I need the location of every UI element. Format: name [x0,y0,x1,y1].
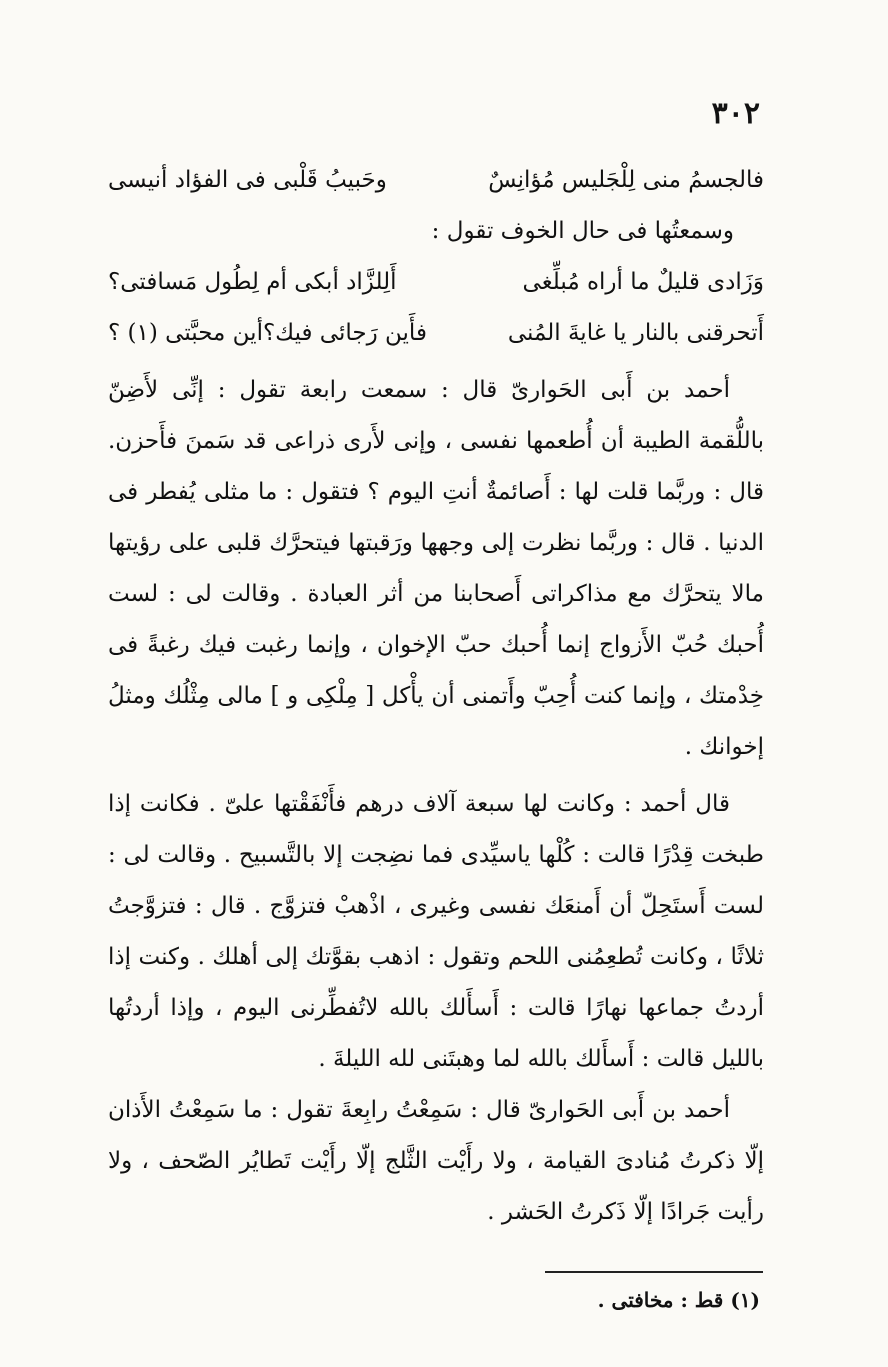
paragraph: قال أحمد : وكانت لها سبعة آلاف درهم فأَنْفَقْتها علىّ . فكانت إذا طبخت قِدْرًا قالت : كُلْها ياسيِّدى فما نضِجت إلا بالتَّسبيح . وقالت لى : لست أَستَحِلّ أن أَمنعَك نفسى وغيرى ، اذْهبْ فتزوَّج . قال : فتزوَّجتُ ثلاثًا ، وكانت تُطعِمُنى اللحم وتقول : اذهب بقوَّتك إلى أهلك . وكنت إذا أردتُ جماعها نهارًا قالت : أَسأَلك بالله لاتُفطِّرنى اليوم ، وإذا أردتُها بالليل قالت : أَسأَلك بالله لما وهبتَنى لله الليلةَ . [108,791,764,1072]
verse-left-hemistich: وحَبيبُ قَلْبى فى الفؤاد أنيسى [108,167,387,193]
verse-left-hemistich: أَلِلزَّاد أبكى أم لِطُول مَسافتى؟ [108,269,397,295]
verse-right-hemistich: أَتحرقنى بالنار يا غايةَ المُنى [507,320,764,346]
poem-verse [108,155,764,206]
verse-right-hemistich: فالجسمُ منى لِلْجَليس مُؤانِسٌ [488,167,764,193]
page-number: ٣٠٢ [711,96,760,131]
verse-right-hemistich: وَزَادى قليلٌ ما أراه مُبلِّغى [522,269,764,295]
verse-left-hemistich: فأَين رَجائى فيك؟أين محبَّتى (١) ؟ [108,320,427,346]
footnote: (١) قط : مخافتى . [597,1288,760,1312]
poem-verse [108,308,764,359]
intro-line: وسمعتُها فى حال الخوف تقول : [431,218,734,244]
poem-verse [108,257,764,308]
page-body [108,155,764,1238]
footnote-separator [545,1271,763,1273]
paragraph: أحمد بن أَبى الحَوارىّ قال : سَمِعْتُ رابِعةَ تقول : ما سَمِعْتُ الأَذان إلّا ذكرتُ مُنادىَ القيامة ، ولا رأَيْت الثَّلج إلّا رأَيْت تَطايُر الصّحف ، ولا رأيت جَرادًا إلّا ذَكرتُ الحَشر . [108,1097,764,1225]
paragraph: أحمد بن أَبى الحَوارىّ قال : سمعت رابعة تقول : إنِّى لأَضِنّ باللُّقمة الطيبة أن أُطعمها نفسى ، وإنى لأَرى ذراعى قد سَمنَ فأَحزن. قال : وربَّما قلت لها : أَصائمةٌ أنتِ اليوم ؟ فتقول : ما مثلى يُفطر فى الدنيا . قال : وربَّما نظرت إلى وجهها ورَقبتها فيتحرَّك قلبى على رؤيتها مالا يتحرَّك مع مذاكراتى أَصحابنا من أثر العبادة . وقالت لى : لست أُحبك حُبّ الأَزواج إنما أُحبك حبّ الإخوان ، وإنما رغبت فيك رغبةً فى خِدْمتك ، وإنما كنت أُحِبّ وأَتمنى أن يأْكل [ مِلْكِى و ] مالى مِثْلُك ومثلُ إخوانك . [108,377,764,760]
